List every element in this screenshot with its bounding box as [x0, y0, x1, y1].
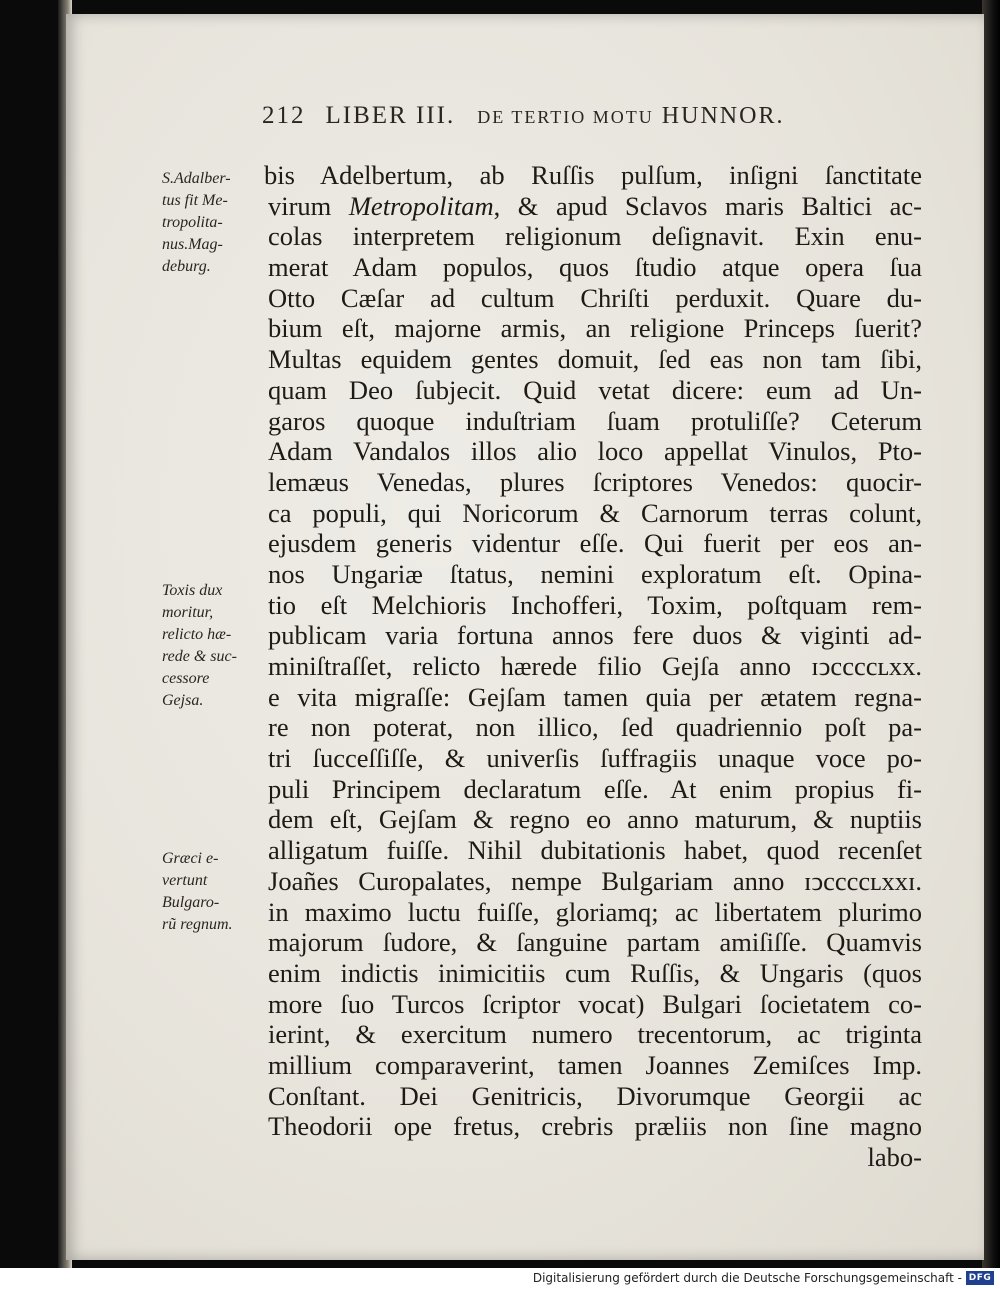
text-line: miniſtraſſet, relicto hærede filio Gejſa anno ɪↄccccʟxx. [268, 651, 922, 681]
marginal-line: nus.Mag- [162, 236, 223, 253]
text-line: virum Metropolitam, & apud Sclavos maris Baltici ac- [268, 190, 922, 221]
text-line: Theodorii ope fretus, crebris præliis non ſine magno [268, 1111, 922, 1142]
text-line: Otto Cæſar ad cultum Chriſti perduxit. Quare du- [268, 282, 922, 313]
text-line: garos quoque induſtriam ſuam protuliſſe? Ceterum [268, 405, 922, 436]
marginal-line: Gejsa. [162, 692, 204, 709]
marginal-line: tropolita- [162, 214, 223, 231]
marginal-line: Græci e- [162, 850, 219, 867]
marginal-note [162, 580, 262, 712]
marginal-line: deburg. [162, 258, 211, 275]
digitization-footer [0, 1268, 1000, 1289]
text-line: lemæus Venedas, plures ſcriptores Venedos: quocir- [268, 466, 922, 497]
text-line: tio eſt Melchioris Inchofferi, Toxim, poſtquam rem- [268, 589, 922, 620]
text-line: bis Adelbertum, ab Ruſſis pulſum, inſigni ſanctitate [264, 160, 922, 190]
liber-label: LIBER III. [325, 102, 456, 129]
text-line: majorum ſudore, & ſanguine partam amiſiſſe. Quamvis [268, 927, 922, 958]
marginal-line: cessore [162, 670, 210, 687]
text-line: tri ſucceſſiſſe, & univerſis ſuffragiis unaque voce po- [268, 743, 922, 774]
text-line: ejusdem generis videntur eſſe. Qui fuerit per eos an- [268, 528, 922, 559]
marginal-note [162, 848, 262, 936]
text-line: puli Principem declaratum eſſe. At enim propius fi- [268, 773, 922, 804]
marginal-line: rede & suc- [162, 648, 237, 665]
marginal-line: rũ regnum. [162, 916, 233, 933]
marginal-note [162, 168, 262, 278]
text-line: Joañes Curopalates, nempe Bulgariam anno ɪↄccccʟxxɪ. [268, 865, 922, 896]
text-line: quam Deo ſubjecit. Quid vetat dicere: eum ad Un- [268, 374, 922, 405]
page-edge-shadow [982, 0, 1000, 1268]
text-line: Adam Vandalos illos alio loco appellat Vinulos, Pto- [268, 436, 922, 467]
marginal-line: relicto hæ- [162, 626, 232, 643]
text-line: millium comparaverint, tamen Joannes Zemiſces Imp. [268, 1049, 922, 1080]
funding-notice: Digitalisierung gefördert durch die Deutsche Forschungsgemeinschaft - [532, 1271, 962, 1285]
dfg-logo: DFG [966, 1271, 994, 1285]
body-text [264, 160, 922, 1173]
marginal-line: vertunt [162, 872, 208, 889]
text-line: merat Adam populos, quos ſtudio atque opera ſua [268, 252, 922, 283]
text-line: more ſuo Turcos ſcriptor vocat) Bulgari ſocietatem co- [268, 988, 922, 1019]
text-line: e vita migraſſe: Gejſam tamen quia per ætatem regna- [268, 681, 922, 712]
text-line: Conſtant. Dei Genitricis, Divorumque Georgii ac [268, 1080, 922, 1111]
marginal-line: tus fit Me- [162, 192, 228, 209]
marginal-line: moritur, [162, 604, 214, 621]
marginal-line: Bulgaro- [162, 894, 220, 911]
text-line: publicam varia fortuna annos fere duos & viginti ad- [268, 620, 922, 651]
page-number: 212 [262, 102, 306, 129]
text-line: ca populi, qui Noricorum & Carnorum terras colunt, [268, 497, 922, 528]
text-line: Multas equidem gentes domuit, ſed eas non tam ſibi, [268, 344, 922, 375]
text-line: bium eſt, majorne armis, an religione Princeps ſuerit? [268, 313, 922, 344]
running-head [262, 102, 862, 130]
running-subtitle-end: HUNNOR. [661, 103, 785, 129]
text-line: enim indictis inimicitiis cum Ruſſis, & Ungaris (quos [268, 957, 922, 988]
text-line: colas interpretem religionum deſignavit. Exin enu- [268, 221, 922, 252]
running-subtitle: DE TERTIO MOTU [477, 107, 654, 127]
text-line: labo- [867, 1142, 922, 1172]
text-line: ierint, & exercitum numero trecentorum, ac triginta [268, 1019, 922, 1050]
text-line: alligatum fuiſſe. Nihil dubitationis habet, quod recenſet [268, 835, 922, 866]
text-line: re non poterat, non illico, ſed quadriennio poſt pa- [268, 712, 922, 743]
text-line: in maximo luctu fuiſſe, gloriamq; ac libertatem plurimo [268, 896, 922, 927]
marginal-line: S.Adalber- [162, 170, 231, 187]
text-line: dem eſt, Gejſam & regno eo anno maturum, & nuptiis [268, 804, 922, 835]
marginal-line: Toxis dux [162, 582, 223, 599]
text-line: nos Ungariæ ſtatus, nemini exploratum eſt. Opina- [268, 558, 922, 589]
